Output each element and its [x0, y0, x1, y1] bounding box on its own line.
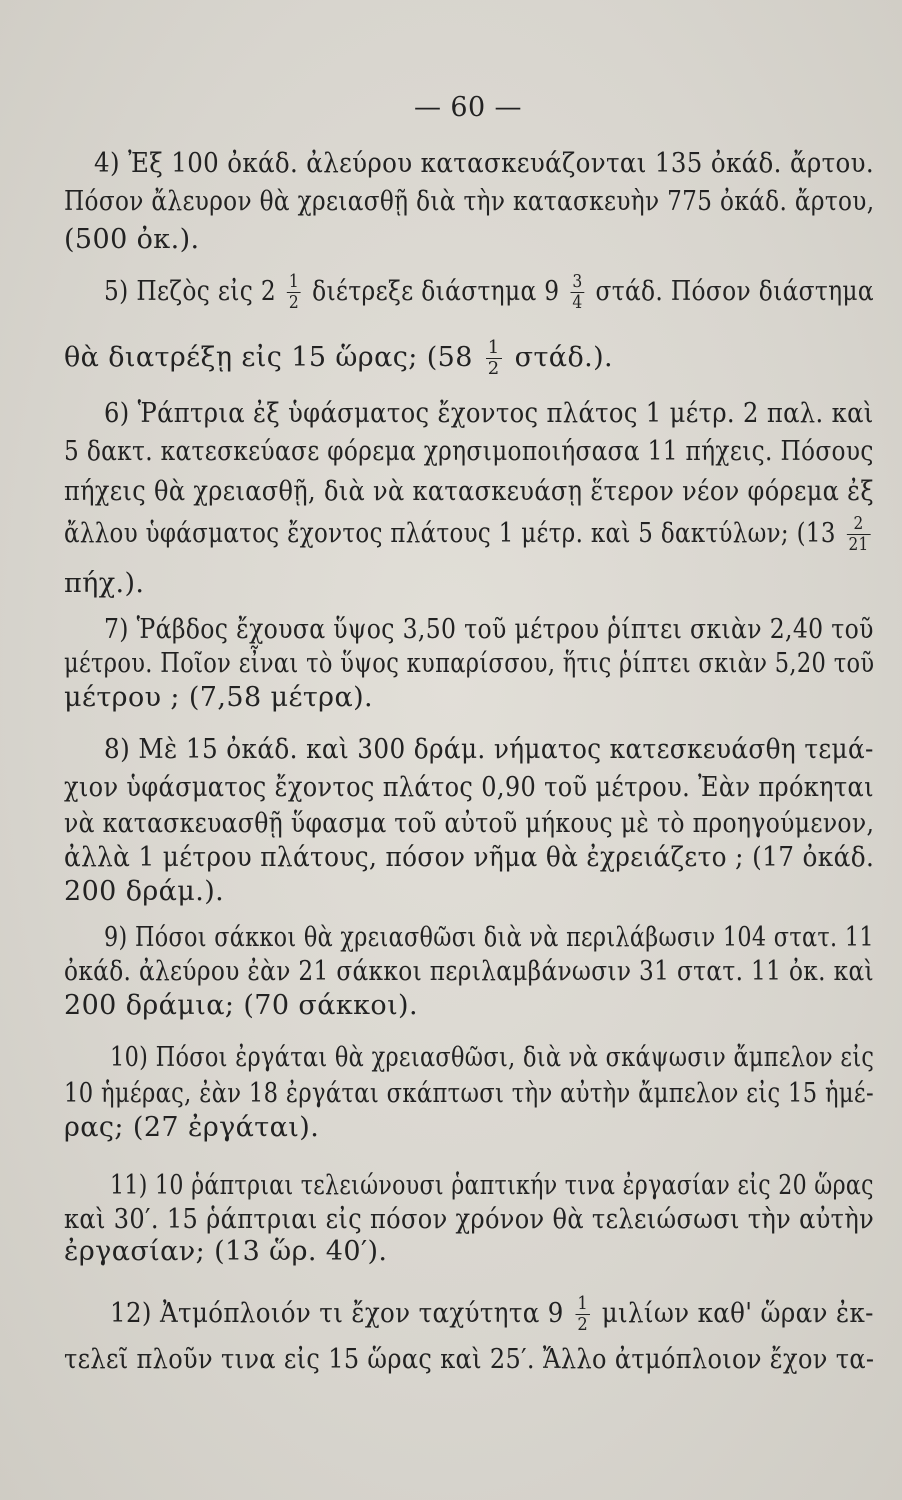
- fraction-numerator: 3: [572, 271, 583, 292]
- fraction-numerator: 1: [487, 337, 500, 358]
- fraction-one-half: [576, 1294, 590, 1335]
- fraction-denominator: 2: [288, 292, 300, 313]
- fraction-two-twentyfirsts: [847, 514, 871, 555]
- problem-8-line-3: νὰ κατασκευασθῇ ὕφασμα τοῦ αὐτοῦ μήκους μὲ τὸ προηγούμενον,: [64, 808, 875, 839]
- problem-10-line-2: 10 ἡμέρας, ἐὰν 18 ἐργάται σκάπτωσι τὴν αὐτὴν ἄμπελον εἰς 15 ἡμέ-: [64, 1078, 874, 1109]
- fraction-denominator: 4: [572, 292, 583, 313]
- problem-6-line-3: πήχεις θὰ χρειασθῇ, διὰ νὰ κατασκευάσῃ ἕτερον νέον φόρεμα ἐξ: [64, 476, 874, 507]
- problem-9-line-1: 9) Πόσοι σάκκοι θὰ χρειασθῶσι διὰ νὰ περιλάβωσιν 104 στατ. 11: [104, 922, 874, 953]
- problem-5-line-1: [104, 272, 874, 313]
- problem-6-line-5: πήχ.).: [64, 568, 145, 599]
- page-number: — 60 —: [414, 92, 522, 123]
- fraction-denominator: 2: [577, 1314, 589, 1335]
- problem-10-line-1: 10) Πόσοι ἐργάται θὰ χρειασθῶσι, διὰ νὰ σκάψωσιν ἄμπελον εἰς: [110, 1042, 875, 1073]
- problem-7-line-1: 7) Ῥάβδος ἔχουσα ὕψος 3,50 τοῦ μέτρου ῥίπτει σκιὰν 2,40 τοῦ: [104, 614, 874, 645]
- fraction-one-half: [287, 272, 301, 313]
- problem-7-line-3: μέτρου ; (7,58 μέτρα).: [64, 682, 374, 713]
- problem-9-line-2: ὀκάδ. ἀλεύρου ἐὰν 21 σάκκοι περιλαμβάνωσιν 31 στατ. 11 ὀκ. καὶ: [64, 956, 874, 987]
- problem-9-line-3: 200 δράμια; (70 σάκκοι).: [64, 990, 418, 1021]
- problem-11-line-3: ἐργασίαν; (13 ὥρ. 40′).: [64, 1236, 388, 1267]
- problem-6-line-2: 5 δακτ. κατεσκεύασε φόρεμα χρησιμοποιήσασα 11 πήχεις. Πόσους: [64, 436, 874, 467]
- problem-8-line-2: χιον ὑφάσματος ἔχοντος πλάτος 0,90 τοῦ μέτρου. Ἐὰν πρόκηται: [64, 772, 874, 803]
- text-segment: στάδ.).: [514, 342, 613, 373]
- fraction-three-quarters: [571, 272, 585, 313]
- problem-10-line-3: ρας; (27 ἐργάται).: [64, 1112, 320, 1143]
- problem-11-line-2: καὶ 30′. 15 ῥάπτριαι εἰς πόσον χρόνον θὰ τελειώσωσι τὴν αὐτὴν: [64, 1204, 875, 1235]
- text-segment: θὰ διατρέξῃ εἰς 15 ὥρας; (58: [64, 342, 473, 373]
- problem-7-line-2: μέτρου. Ποῖον εἶναι τὸ ὕψος κυπαρίσσου, ἥτις ῥίπτει σκιὰν 5,20 τοῦ: [64, 648, 875, 679]
- fraction-numerator: 2: [847, 514, 871, 535]
- problem-5-line-2: [64, 338, 613, 379]
- text-segment: στάδ. Πόσον διάστημα: [595, 276, 874, 307]
- problem-4-line-2: Πόσον ἄλευρον θὰ χρειασθῇ διὰ τὴν κατασκευὴν 775 ὀκάδ. ἄρτου,: [64, 186, 875, 217]
- problem-6-line-4: [64, 514, 874, 555]
- fraction-numerator: 1: [577, 1293, 589, 1314]
- problem-12-line-1: [110, 1294, 874, 1335]
- fraction-one-half: [486, 338, 502, 379]
- text-segment: 12) Ἀτμόπλοιόν τι ἔχον ταχύτητα 9: [110, 1298, 564, 1329]
- problem-8-line-1: 8) Μὲ 15 ὀκάδ. καὶ 300 δράμ. νήματος κατεσκευάσθη τεμά-: [104, 734, 874, 765]
- problem-8-line-5: 200 δράμ.).: [64, 876, 225, 907]
- fraction-denominator: 2: [487, 358, 500, 379]
- problem-4-line-3: (500 ὀκ.).: [64, 224, 200, 255]
- text-segment: ἄλλου ὑφάσματος ἔχοντος πλάτους 1 μέτρ. καὶ 5 δακτύλων; (13: [64, 518, 836, 549]
- fraction-numerator: 1: [288, 271, 300, 292]
- text-segment: 5) Πεζὸς εἰς 2: [104, 276, 277, 307]
- problem-11-line-1: 11) 10 ῥάπτριαι τελειώνουσι ῥαπτικήν τινα ἐργασίαν εἰς 20 ὥρας: [110, 1170, 874, 1201]
- text-segment: διέτρεξε διάστημα 9: [312, 276, 560, 307]
- problem-6-line-1: 6) Ῥάπτρια ἐξ ὑφάσματος ἔχοντος πλάτος 1 μέτρ. 2 παλ. καὶ: [104, 398, 874, 429]
- fraction-denominator: 21: [848, 534, 869, 555]
- text-segment: μιλίων καθ' ὥραν ἐκ-: [601, 1298, 874, 1329]
- problem-12-line-2: τελεῖ πλοῦν τινα εἰς 15 ὥρας καὶ 25′. Ἄλλο ἀτμόπλοιον ἔχον τα-: [64, 1344, 875, 1375]
- problem-4-line-1: 4) Ἐξ 100 ὀκάδ. ἀλεύρου κατασκευάζονται 135 ὀκάδ. ἄρτου.: [94, 148, 875, 179]
- problem-8-line-4: ἀλλὰ 1 μέτρου πλάτους, πόσον νῆμα θὰ ἐχρειάζετο ; (17 ὀκάδ.: [64, 842, 875, 873]
